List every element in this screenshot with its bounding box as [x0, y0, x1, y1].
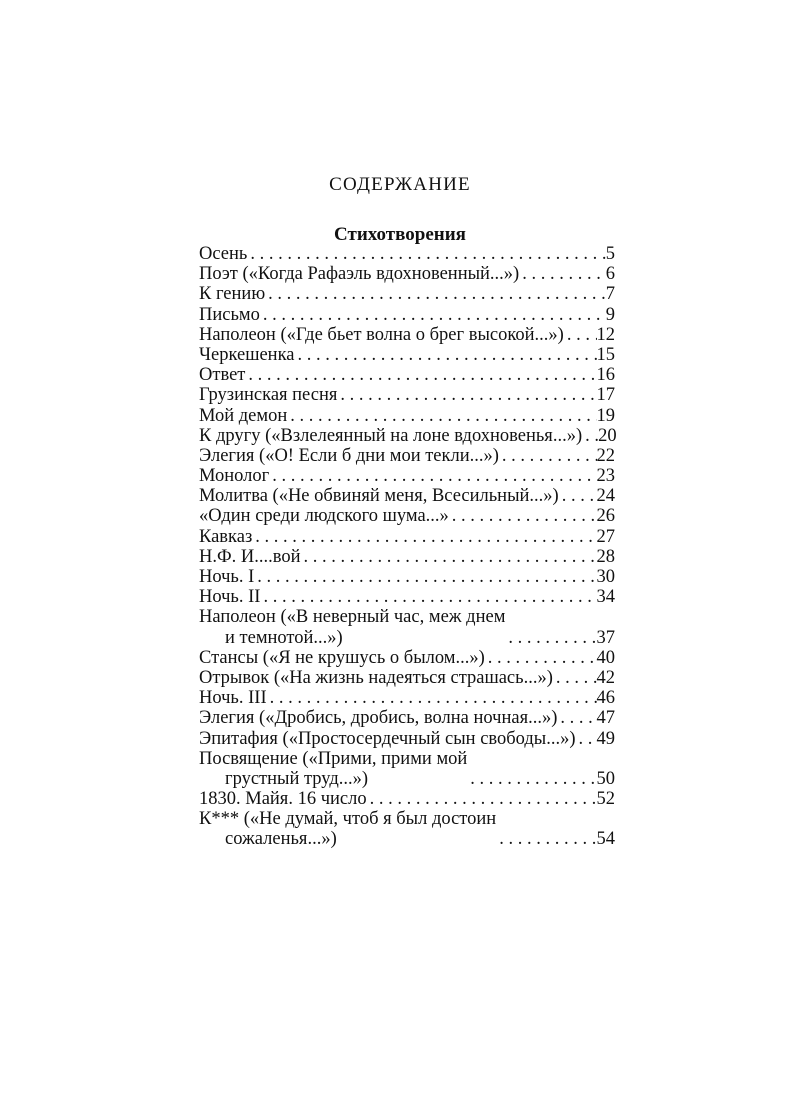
toc-entry	[199, 325, 615, 345]
toc-entry-title	[199, 325, 564, 345]
toc-entry	[199, 345, 615, 365]
toc-entry-page-number: 28	[596, 546, 615, 567]
toc-entry-title-line: Осень	[199, 244, 248, 264]
toc-entry-page-number: 20	[598, 425, 617, 446]
toc-entry-page-number: 52	[596, 789, 615, 810]
toc-entry-page-number: 12	[596, 324, 615, 345]
dot-leader	[245, 365, 596, 385]
toc-entry	[199, 648, 615, 668]
dot-leader	[254, 567, 596, 587]
toc-entry-title	[199, 244, 247, 264]
toc-entry-title	[199, 648, 485, 668]
dot-leader	[564, 325, 597, 345]
toc-entry-title	[199, 426, 582, 446]
toc-entry-title-line: Письмо	[199, 304, 260, 325]
toc-entry-page-number: 22	[596, 445, 615, 466]
dot-leader	[499, 446, 597, 466]
toc-entry-title-line: Стансы («Я не крушусь о былом...»)	[199, 647, 485, 668]
toc-entry-title	[199, 708, 557, 728]
toc-entry-title-line: К*** («Не думай, чтоб я был достоин	[199, 809, 497, 830]
toc-entry-title-line: Ночь. I	[199, 567, 255, 587]
toc-entry	[199, 749, 615, 789]
toc-entry-title	[199, 365, 245, 385]
table-of-contents	[199, 244, 615, 850]
toc-entry-title-line: Ночь. III	[199, 688, 267, 709]
toc-entry-title	[199, 305, 260, 325]
toc-entry-title-line: Мой демон	[199, 405, 288, 426]
toc-entry-title-line: «Один среди людского шума...»	[199, 506, 449, 527]
toc-entry-page-number: 6	[605, 264, 615, 285]
dot-leader	[252, 527, 596, 547]
toc-entry-title-line: Н.Ф. И....вой	[199, 546, 301, 567]
toc-entry-title	[199, 527, 252, 547]
dot-leader	[559, 486, 597, 506]
toc-entry-title-line: Черкешенка	[199, 344, 295, 365]
toc-entry-title-continuation: грустный труд...»)	[225, 768, 369, 789]
toc-entry-page-number: 49	[596, 728, 615, 749]
toc-entry-title	[199, 789, 367, 809]
dot-leader	[267, 688, 597, 708]
toc-entry-title-line: Монолог	[199, 466, 270, 487]
toc-entry	[199, 708, 615, 728]
toc-entry-page-number: 34	[596, 587, 615, 608]
toc-entry-title	[199, 668, 553, 688]
toc-entry-title-continuation: и темнотой...»)	[225, 627, 343, 648]
toc-entry	[199, 688, 615, 708]
dot-leader	[557, 708, 596, 728]
toc-entry-title	[199, 264, 519, 284]
toc-entry-page-number: 15	[596, 344, 615, 365]
toc-entry	[199, 385, 615, 405]
toc-entry-title-line: Отрывок («На жизнь надеяться страшась...»)	[199, 667, 553, 688]
page-title: СОДЕРЖАНИЕ	[329, 174, 471, 195]
toc-entry-title	[199, 446, 499, 466]
toc-entry-title	[199, 506, 449, 526]
dot-leader	[505, 628, 596, 648]
toc-entry-page-number: 30	[596, 567, 615, 587]
toc-entry-title	[199, 466, 269, 486]
toc-entry	[199, 446, 615, 466]
toc-entry-page-number: 7	[605, 284, 615, 305]
toc-entry-title-line: К другу («Взлелеянный на лоне вдохновенья...»)	[199, 425, 583, 446]
toc-entry	[199, 607, 615, 647]
toc-entry-title	[199, 385, 337, 405]
toc-entry-title	[199, 607, 505, 647]
dot-leader	[337, 385, 596, 405]
toc-entry-page-number: 24	[596, 486, 615, 507]
dot-leader	[287, 406, 596, 426]
toc-entry	[199, 264, 615, 284]
toc-entry	[199, 547, 615, 567]
toc-entry-title	[199, 688, 267, 708]
dot-leader	[269, 466, 596, 486]
toc-entry-title-line: Посвящение («Прими, прими мой	[199, 748, 468, 769]
toc-entry-page-number: 9	[605, 304, 615, 325]
toc-entry	[199, 486, 615, 506]
toc-entry-page-number: 37	[596, 627, 615, 648]
toc-entry-page-number: 54	[596, 829, 615, 850]
toc-entry-title	[199, 567, 254, 587]
dot-leader	[582, 426, 598, 446]
toc-entry-title-line: Ответ	[199, 365, 246, 386]
toc-entry-title	[199, 345, 295, 365]
toc-entry-page-number: 47	[596, 708, 615, 729]
toc-entry-title-continuation: сожаленья...»)	[225, 829, 337, 850]
toc-entry	[199, 809, 615, 849]
toc-entry-page-number: 17	[596, 385, 615, 406]
toc-entry	[199, 365, 615, 385]
toc-entry-page-number: 50	[596, 768, 615, 789]
dot-leader	[576, 729, 597, 749]
toc-entry	[199, 466, 615, 486]
dot-leader	[367, 789, 597, 809]
toc-entry-title	[199, 547, 300, 567]
toc-entry-page-number: 19	[596, 405, 615, 426]
dot-leader	[496, 829, 596, 849]
toc-entry	[199, 567, 615, 587]
toc-entry-title-line: Кавказ	[199, 526, 253, 547]
toc-entry-title	[199, 406, 287, 426]
toc-entry-page-number: 42	[596, 667, 615, 688]
dot-leader	[449, 506, 597, 526]
toc-entry	[199, 789, 615, 809]
toc-entry	[199, 587, 615, 607]
toc-entry	[199, 244, 615, 264]
toc-entry	[199, 284, 615, 304]
toc-entry	[199, 729, 615, 749]
toc-entry-title	[199, 284, 265, 304]
dot-leader	[467, 769, 596, 789]
toc-entry-page-number: 46	[596, 688, 615, 709]
dot-leader	[260, 305, 606, 325]
toc-entry-title-line: Элегия («Дробись, дробись, волна ночная...»)	[199, 708, 558, 729]
dot-leader	[260, 587, 596, 607]
dot-leader	[485, 648, 597, 668]
toc-entry-title-line: Молитва («Не обвиняй меня, Всесильный...»)	[199, 486, 559, 507]
toc-entry-title-line: К гению	[199, 284, 266, 305]
dot-leader	[553, 668, 597, 688]
toc-entry	[199, 426, 615, 446]
toc-entry-title-line: Наполеон («Где бьет волна о брег высокой...»)	[199, 324, 564, 345]
toc-entry-page-number: 26	[596, 506, 615, 527]
dot-leader	[247, 244, 605, 264]
toc-entry	[199, 527, 615, 547]
toc-entry-page-number: 16	[596, 365, 615, 386]
dot-leader	[295, 345, 597, 365]
toc-entry	[199, 506, 615, 526]
toc-entry-title-line: Поэт («Когда Рафаэль вдохновенный...»)	[199, 264, 520, 285]
toc-entry	[199, 406, 615, 426]
toc-entry-page-number: 40	[596, 647, 615, 668]
section-title: Стихотворения	[334, 224, 466, 245]
toc-entry-title	[199, 809, 496, 849]
dot-leader	[300, 547, 596, 567]
toc-entry-title-line: Эпитафия («Простосердечный сын свободы...»)	[199, 728, 576, 749]
toc-entry-title-line: Элегия («О! Если б дни мои текли...»)	[199, 445, 499, 466]
toc-entry-page-number: 27	[596, 526, 615, 547]
toc-entry-title	[199, 486, 559, 506]
toc-entry-title	[199, 749, 467, 789]
toc-entry-page-number: 23	[596, 466, 615, 487]
toc-entry	[199, 668, 615, 688]
toc-entry-title-line: 1830. Майя. 16 число	[199, 789, 367, 810]
toc-entry-title	[199, 729, 576, 749]
toc-entry-page-number: 5	[605, 244, 615, 264]
dot-leader	[265, 284, 606, 304]
toc-entry-title	[199, 587, 260, 607]
toc-entry	[199, 305, 615, 325]
toc-entry-title-line: Ночь. II	[199, 587, 261, 608]
dot-leader	[519, 264, 606, 284]
toc-entry-title-line: Грузинская песня	[199, 385, 338, 406]
toc-entry-title-line: Наполеон («В неверный час, меж днем	[199, 607, 506, 628]
